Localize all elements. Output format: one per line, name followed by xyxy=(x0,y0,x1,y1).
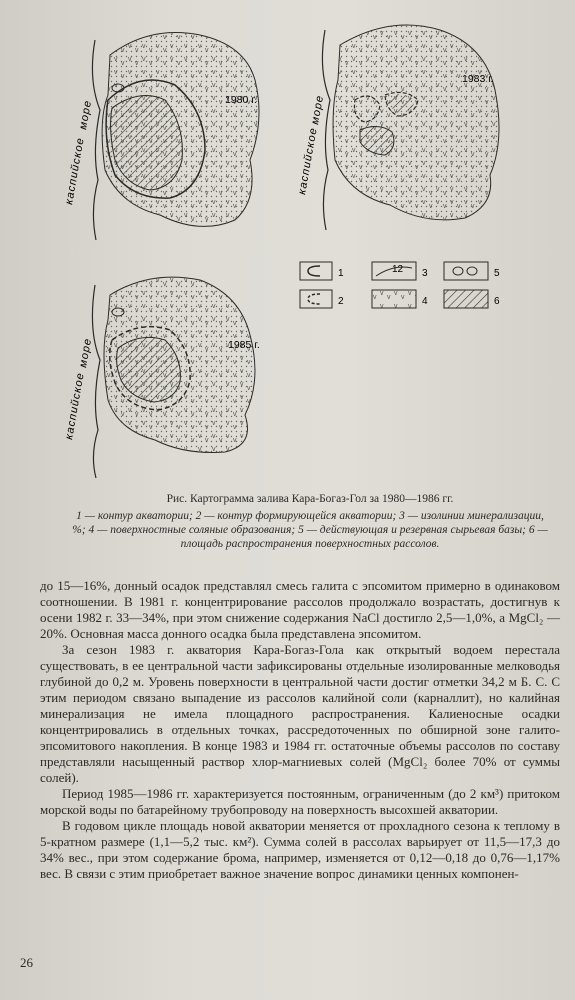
figure-caption-legend: 1 — контур акватории; 2 — контур формирующейся акватории; 3 — изолинии минерализации, %; 4 — поверхностные соляные образования; 5 — действующая и резервная сырьевая базы; 6 — площадь распространения поверхностных рассолов. xyxy=(72,510,548,550)
svg-text:2: 2 xyxy=(338,296,344,307)
coastline xyxy=(92,285,100,478)
map-1983-sea-label-2: море xyxy=(309,93,327,126)
map-1985-sea-label: каспийское xyxy=(63,371,87,441)
map-1983-sea-label: каспийское xyxy=(296,126,320,196)
svg-text:1: 1 xyxy=(338,268,344,279)
map-1985-sea-label-2: море xyxy=(77,336,95,369)
map-1983 xyxy=(296,25,499,230)
figure-caption-title: Рис. Картограмма залива Кара-Богаз-Гол за 1980—1986 гг. xyxy=(166,493,454,505)
paragraph: За сезон 1983 г. акватория Кара-Богаз-Гола как открытый водоем перестала существовать, в ее центральной части зафиксированы отдельные изолированные мелководья глубиной до 0,2 м. Уровень поверхности в центральной части достиг отметки 34,2 м Б. С. С этим периодом связано выпадение из рассолов калийной соли (карналлит), но калийная минерализация не имела площадного распространения. Калиеносные осадки концентрировались в отдельных точках, рассредоточенных по обширной зоне галито-эпсомитового накопления. В конце 1983 и 1984 гг. остаточные объемы рассолов по составу представляли насыщенный раствор хлор-магниевых солей (MgCl₂ более 70% от суммы солей). xyxy=(40,642,560,785)
map-1983-year: 1983 г. xyxy=(462,73,494,85)
paragraph: Период 1985—1986 гг. характеризуется постоянным, ограниченным (до 2 км³) притоком морской воды по батарейному трубопроводу на поверхность высохшей акватории. xyxy=(40,786,560,817)
map-1980-sea-label-2: море xyxy=(77,98,95,131)
page-number: 26 xyxy=(20,955,33,970)
paragraph: до 15—16%, донный осадок представлял смесь галита с эпсомитом примерно в одинаковом соотношении. В 1981 г. концентрирование рассолов продолжало возрастать, достигнув к осени 1982 г. 33—34%, при этом снижение содержания NaCl достигло 2,5—1,0%, а MgCl₂ — 20%. Основная масса донного осадка была представлена эпсомитом. xyxy=(40,578,560,641)
paragraph: В годовом цикле площадь новой акватории меняется от прохладного сезона к теплому в 5-кратном размере (1,1—5,2 тыс. км²). Сумма солей в рассолах варьирует от 11,5—17,3 до 34% вес., при этом содержание брома, например, изменяется от 0,12—0,18 до 0,76—1,17% вес. В связи с этим приобретает важное значение вопрос динамики ценных компонен- xyxy=(40,818,560,881)
map-1985-year: 1985 г. xyxy=(228,339,260,351)
map-1980-sea-label: каспийское xyxy=(63,136,87,206)
svg-text:6: 6 xyxy=(494,296,500,307)
map-1980 xyxy=(63,33,259,241)
svg-text:5: 5 xyxy=(494,268,500,279)
map-1985 xyxy=(63,277,260,478)
svg-text:12: 12 xyxy=(392,264,404,275)
map-1980-year: 1980 г. xyxy=(225,94,257,106)
coastline xyxy=(92,40,100,240)
coastline xyxy=(322,30,330,230)
figure-legend xyxy=(300,262,500,308)
body-text xyxy=(40,578,560,882)
kara-bogaz-gol-figure xyxy=(0,0,575,480)
svg-text:3: 3 xyxy=(422,268,428,279)
svg-text:4: 4 xyxy=(422,296,428,307)
